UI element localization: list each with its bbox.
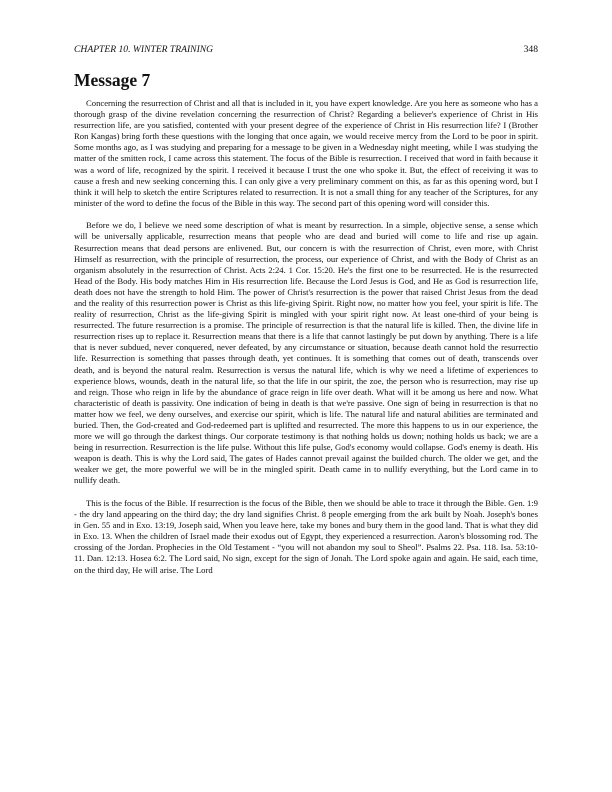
- body-text: [74, 98, 538, 576]
- page-number: 348: [523, 44, 538, 55]
- paragraph: Concerning the resurrection of Christ and all that is included in it, you have expert knowledge. Are you here as someone who has a thorough grasp of the divine revelation concerning the resurrection of Christ? Regarding a believer's experience of Christ in His resurrection life, are you satisfied, contented with your present degree of the experience of Christ in His resurrection life? I (Brother Ron Kangas) bring forth these questions with the longing that once again, we would receive mercy from the Lord to be poor in spirit. Some months ago, as I was studying and preparing for a message to be given in a Wednesday night meeting, while I was studying the matter of the smitten rock, I came across this statement. The focus of the Bible is resurrection. I received that word in faith because it was a word of life, recognized by the spirit. I received it because I trust the one who spoke it. But, the effect of receiving it was to cause a fresh and new seeking concerning this. I can only give a very preliminary comment on this, as far as this opening word, but I think it will help to sketch the entire Scriptures related to resurrection. It is not a small thing for any teacher of the Scriptures, for any minister of the word to define the focus of the Bible in this way. The second part of this opening word will consider this.: [74, 98, 538, 208]
- chapter-heading: CHAPTER 10. WINTER TRAINING: [74, 44, 214, 55]
- paragraph: Before we do, I believe we need some description of what is meant by resurrection. In a simple, objective sense, a sense which will be universally applicable, resurrection means that people who are dead and buried will come to life and rise up again. Resurrection means that dead persons are enlivened. But, our concern is with the resurrection of Christ, even more, with Christ Himself as resurrection, with the principle of resurrection, the process, our experience of Christ, and with the Body of Christ as an organism absolutely in the resurrection of Christ. Acts 2:24. 1 Cor. 15:20. He's the first one to be resurrected. He is the resurrected Head of the Body. His body matches Him in His resurrection life. Because the Lord Jesus is God, and He as God is resurrection life, death does not have the strength to hold Him. The power of Christ's resurrection is the power that raised Christ Jesus from the dead and the reality of this resurrection power is Christ as this life-giving Spirit. Right now, no matter how you feel, your spirit is life. The reality of resurrection, Christ as the life-giving Spirit is mingled with your spirit right now. At least one-third of your being is resurrected. The future resurrection is a promise. The principle of resurrection is that the natural life is killed. Then, the divine life in resurrection rises up to replace it. Resurrection means that there is a life that cannot lastingly be put down by anything. There is a life that is never subdued, never conquered, never defeated, by any circumstance or situation, because death cannot hold the resurrectio life. Resurrection is something that passes through death, yet continues. It is something that comes out of death, transcends over death, and is beyond the natural realm. Resurrection is versus the natural life, which is why we need a lifetime of experiences to experience blows, wounds, death in the natural life, so that the life in our spirit, the zoe, the person who is resurrection, may rise up and reign. Those who reign in life by the abundance of grace reign in life over death. What will it be among us here and now. What characteristic of death is passivity. One indication of being in death is that we're passive. One sign of being in resurrection is that no matter how we feel, we deny ourselves, and exercise our spirit, which is life. The natural life and natural abilities are terminated and buried. Then, the God-created and God-redeemed part is uplifted and resurrected. The more this happens to us in our experience, the more we will go through the darkest things. Our corporate testimony is that nothing holds us down; nothing holds us back; we are a being in resurrection. Resurrection is the life pulse. Without this life pulse, God's economy would collapse. God's enemy is death. His weapon is death. This is why the Lord said, The gates of Hades cannot prevail against the builded church. The older we get, and the weaker we get, the more powerful we will be in the mingled spirit. Death came in to nullify everything, but the Lord came in to nullify death.: [74, 220, 538, 486]
- paragraph: This is the focus of the Bible. If resurrection is the focus of the Bible, then we should be able to trace it through the Bible. Gen. 1:9 - the dry land appearing on the third day; the dry land signifies Christ. 8 people emerging from the ark built by Noah. Joseph's bones in Gen. 55 and in Exo. 13:19, Joseph said, When you leave here, take my bones and bury them in the good land. That is what they did in Exo. 13. When the children of Israel made their exodus out of Egypt, they experienced a resurrection. Aaron's blossoming rod. The crossing of the Jordan. Prophecies in the Old Testament - “you will not abandon my soul to Sheol”. Psalms 22. Psa. 118. Isa. 53:10-11. Dan. 12:13. Hosea 6:2. The Lord said, No sign, except for the sign of Jonah. The Lord spoke again and again. He said, each time, on the third day, He will arise. The Lord: [74, 497, 538, 575]
- message-title: Message 7: [74, 70, 151, 90]
